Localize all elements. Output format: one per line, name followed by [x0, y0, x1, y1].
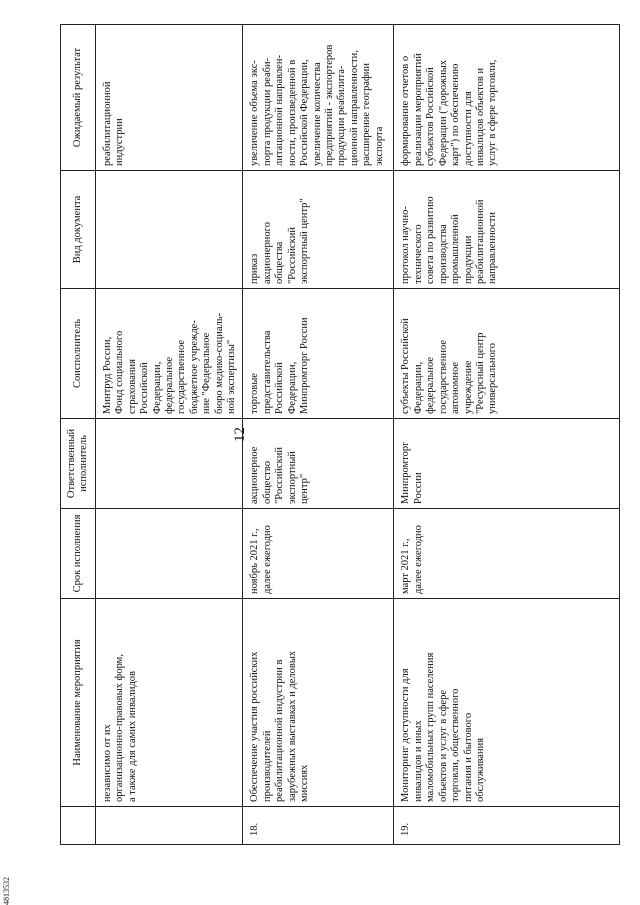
table-row — [96, 25, 243, 845]
activity-name: Мониторинг доступности для инвалидов и иных маломобильных групп населения объектов и услуг в сфере торговли, общественного питания и бытового обслуживания — [394, 599, 620, 807]
document-type: протокол научно- технического совета по развитию производства промышленной продукции реабилитационной направленности — [394, 171, 620, 289]
row-number: 18. — [243, 807, 394, 845]
header-responsible: Ответственный исполнитель — [61, 419, 96, 509]
document-type: приказ акционерного общества "Российский экспортный центр" — [243, 171, 394, 289]
header-term: Срок исполнения — [61, 509, 96, 599]
coexecutor: субъекты Российской Федерации, федеральное государственное автономное учреждение "Ресурсный центр универсального — [394, 289, 620, 419]
table-row — [394, 25, 620, 845]
header-coexecutor: Соисполнитель — [61, 289, 96, 419]
coexecutor: торговые представительства Российской Федерации, Минпромторг России — [243, 289, 394, 419]
header-number — [61, 807, 96, 845]
coexecutor: Минтруд России, Фонд социального страхования Российской Федерации, федеральное государственное бюджетное учрежде- ние "Федеральное бюро медико-социаль- ной экспертизы" — [96, 289, 243, 419]
term: март 2021 г., далее ежегодно — [394, 509, 620, 599]
page-number: 12 — [232, 427, 248, 442]
responsible: акционерное общество "Российский экспортный центр" — [243, 419, 394, 509]
document-code: 4813532 — [2, 877, 11, 905]
term — [96, 509, 243, 599]
activity-name: Обеспечение участия российских производителей реабилитационной индустрии в зарубежных выставках и деловых миссиях — [243, 599, 394, 807]
activities-table — [60, 24, 620, 845]
row-number — [96, 807, 243, 845]
table-header-row — [61, 25, 96, 845]
term: ноябрь 2021 г., далее ежегодно — [243, 509, 394, 599]
expected-result: реабилитационной индустрии — [96, 25, 243, 171]
header-expected-result: Ожидаемый результат — [61, 25, 96, 171]
responsible — [96, 419, 243, 509]
row-number: 19. — [394, 807, 620, 845]
activity-name: независимо от их организационно-правовых форм, а также для самих инвалидов — [96, 599, 243, 807]
table-row — [243, 25, 394, 845]
expected-result: формирование отчетов о реализации мероприятий субъектов Российской Федерации ("дорожных карт") по обеспечению доступности для инвалидов объектов и услуг в сфере торговли, — [394, 25, 620, 171]
header-name: Наименование мероприятия — [61, 599, 96, 807]
header-document-type: Вид документа — [61, 171, 96, 289]
rotated-table-container — [60, 25, 628, 845]
document-type — [96, 171, 243, 289]
expected-result: увеличение объема экс- порта продукции реаби- литационной направлен- ности, произведенной в Российской Федерации, увеличение количества предприятий - экспортеров продукции реабилита- ционной направленности, расширение географии экспорта — [243, 25, 394, 171]
responsible: Минпромторг России — [394, 419, 620, 509]
